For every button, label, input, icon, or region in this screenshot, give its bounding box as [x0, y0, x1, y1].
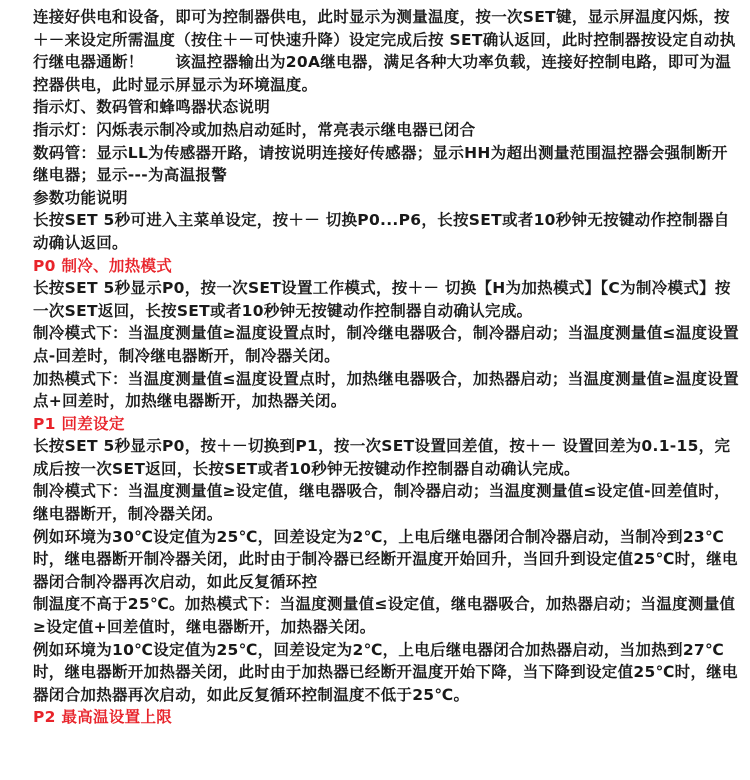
- p1-description: 长按SET 5秒显示P0，按＋－切换到P1，按一次SET设置回差值，按＋－ 设置回差为0.1-15，完成后按一次SET返回，长按SET或者10秒钟无按键动作控制器自动确认完成。: [33, 437, 731, 478]
- intro-paragraph: 连接好供电和设备，即可为控制器供电，此时显示为测量温度，按一次SET键，显示屏温度闪烁，按＋－来设定所需温度（按住＋－可快速升降）设定完成后按 SET确认返回，此时控制器按设定自动执行继电器通断！ 该温控器输出为20A继电器，满足各种大功率负载，连接好控制电路，即可为温控器供电，此时显示屏显示为环境温度。: [33, 8, 736, 94]
- p1-heating-example: 例如环境为10℃设定值为25℃，回差设定为2℃，上电后继电器闭合加热器启动，当加热到27℃时，继电器断开加热器关闭，此时由于加热器已经断开温度开始下降，当下降到设定值25℃时，继电器闭合加热器再次启动，如此反复循环控制温度不低于25℃。: [33, 640, 738, 704]
- p0-heating-mode: 加热模式下：当温度测量值≤温度设置点时，加热继电器吸合，加热器启动；当温度测量值≥温度设置点+回差时，加热继电器断开，加热器关闭。: [33, 369, 739, 411]
- p1-heading: P1 回差设定: [33, 414, 125, 433]
- p1-cooling-mode: 制冷模式下：当温度测量值≥设定值，继电器吸合，制冷器启动；当温度测量值≤设定值-回差值时，继电器断开，制冷器关闭。: [33, 482, 730, 524]
- p1-heating-mode: 制温度不高于25℃。加热模式下：当温度测量值≤设定值，继电器吸合，加热器启动；当温度测量值≥设定值+回差值时，继电器断开，加热器关闭。: [33, 595, 736, 637]
- p0-description: 长按SET 5秒显示P0，按一次SET设置工作模式，按＋－ 切换【H为加热模式】【C为制冷模式】按一次SET返回，长按SET或者10秒钟无按键动作控制器自动确认完成。: [33, 279, 731, 320]
- parameter-section-heading: 参数功能说明: [33, 188, 128, 207]
- indicator-light-description: 指示灯：闪烁表示制冷或加热启动延时，常亮表示继电器已闭合: [33, 120, 476, 139]
- p1-cooling-example: 例如环境为30℃设定值为25℃，回差设定为2℃，上电后继电器闭合制冷器启动，当制冷到23℃时，继电器断开制冷器关闭，此时由于制冷器已经断开温度开始回升，当回升到设定值25℃时，继电器闭合制冷器再次启动，如此反复循环控: [33, 527, 738, 591]
- p0-cooling-mode: 制冷模式下：当温度测量值≥温度设置点时，制冷继电器吸合，制冷器启动；当温度测量值≤温度设置点-回差时，制冷继电器断开，制冷器关闭。: [33, 324, 739, 365]
- p0-heading: P0 制冷、加热模式: [33, 256, 173, 275]
- p2-heading: P2 最高温设置上限: [33, 708, 173, 727]
- indicator-section-heading: 指示灯、数码管和蜂鸣器状态说明: [33, 98, 271, 117]
- parameter-section-description: 长按SET 5秒可进入主菜单设定，按＋－ 切换P0...P6，长按SET或者10秒钟无按键动作控制器自动确认返回。: [33, 211, 730, 252]
- digital-display-description: 数码管：显示LL为传感器开路，请按说明连接好传感器；显示HH为超出测量范围温控器会强制断开继电器；显示---为高温报警: [33, 143, 728, 185]
